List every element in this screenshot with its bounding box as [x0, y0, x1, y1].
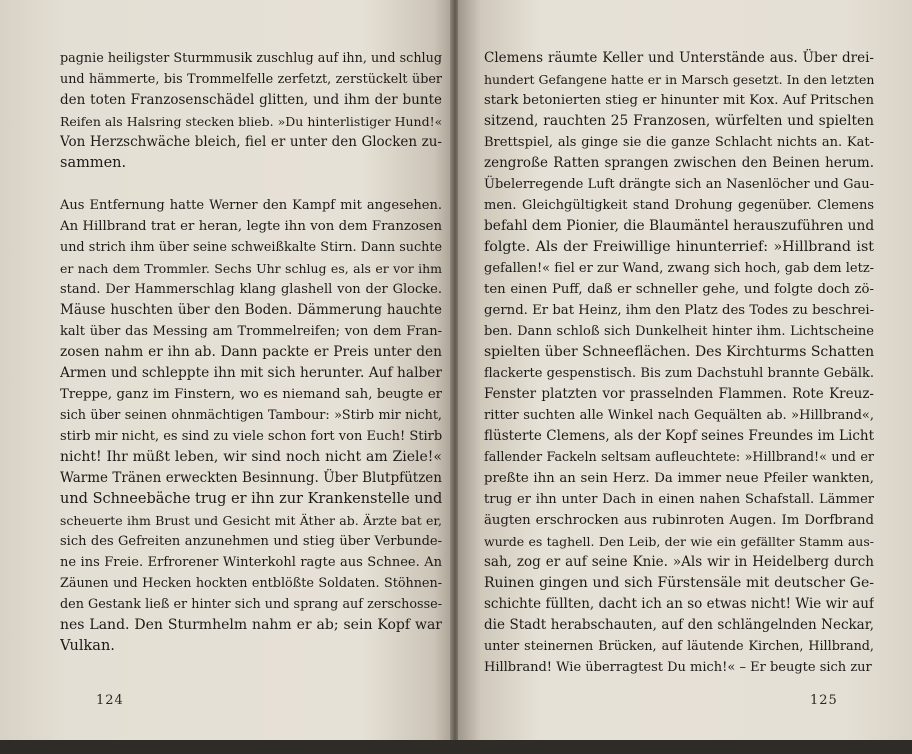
text-line: stirb mir nicht, es sind zu viele schon fort von Euch! Stirb [60, 429, 442, 444]
text-line: scheuerte ihm Brust und Gesicht mit Äther ab. Ärzte bat er, [60, 513, 442, 528]
text-line: nes Land. Den Sturmhelm nahm er ab; sein Kopf war [60, 617, 442, 633]
text-line: sich des Gefreiten anzunehmen und stieg über Verbunde- [60, 534, 442, 549]
text-line: Aus Entfernung hatte Werner den Kampf mit angesehen. [60, 198, 442, 213]
text-line: und strich ihm über seine schweißkalte Stirn. Dann suchte [60, 240, 442, 255]
text-line: stand. Der Hammerschlag klang glashell von der Glocke. [60, 282, 442, 297]
text-line: flackerte gespenstisch. Bis zum Dachstuhl brannte Gebälk. [484, 366, 874, 381]
text-line: pagnie heiligster Sturmmusik zuschlug auf ihn, und schlug [60, 51, 442, 66]
text-line: wurde es taghell. Den Leib, der wie ein gefällter Stamm aus- [484, 534, 874, 549]
text-line: sammen. [60, 155, 127, 171]
text-line: gefallen!« fiel er zur Wand, zwang sich hoch, gab dem letz- [484, 261, 874, 276]
left-page-number: 124 [96, 693, 124, 708]
text-line: zosen nahm er ihn ab. Dann packte er Preis unter den [60, 344, 442, 360]
text-line: schichte füllten, dacht ich an so etwas nicht! Wie wir auf [484, 596, 874, 612]
text-line: Clemens räumte Keller und Unterstände aus. Über drei- [484, 50, 874, 66]
text-line: Armen und schleppte ihn mit sich herunter. Auf halber [60, 365, 442, 381]
text-line: preßte ihn an sein Herz. Da immer neue Pfeiler wankten, [484, 471, 874, 486]
text-line: spielten über Schneeflächen. Des Kirchturms Schatten [484, 344, 874, 360]
text-line: den toten Franzosenschädel glitten, und ihm der bunte [60, 92, 442, 108]
text-line: sitzend, rauchten 25 Franzosen, würfelten und spielten [484, 113, 874, 129]
text-line: er nach dem Trommler. Sechs Uhr schlug es, als er vor ihm [60, 261, 442, 276]
text-line: Treppe, ganz im Finstern, wo es niemand sah, beugte er [60, 387, 442, 402]
bottom-edge [0, 740, 912, 754]
text-line: und hämmerte, bis Trommelfelle zerfetzt, zerstückelt über [60, 72, 442, 87]
text-line: Ruinen gingen und sich Fürstensäle mit deutscher Ge- [484, 575, 874, 591]
text-line: men. Gleichgültigkeit stand Drohung gegenüber. Clemens [484, 198, 874, 213]
text-line: An Hillbrand trat er heran, legte ihn von dem Franzosen [60, 219, 442, 234]
text-line: befahl dem Pionier, die Blaumäntel herauszuführen und [484, 218, 874, 234]
text-line: unter steinernen Brücken, auf läutende Kirchen, Hillbrand, [484, 639, 874, 654]
text-line: Warme Tränen erweckten Besinnung. Über Blutpfützen [60, 470, 442, 486]
right-page [458, 0, 912, 740]
text-line: Fenster platzten vor prasselnden Flammen. Rote Kreuz- [484, 386, 874, 402]
right-paragraph [484, 48, 874, 678]
text-line: gernd. Er bat Heinz, ihm den Platz des Todes zu beschrei- [484, 303, 874, 318]
text-line: Zäunen und Hecken hockten entblößte Soldaten. Stöhnen- [60, 576, 442, 591]
text-line: fallender Fackeln seltsam aufleuchtete: »Hillbrand!« und er [484, 450, 874, 465]
paragraph-gap [60, 174, 442, 195]
right-page-number: 125 [810, 693, 838, 708]
text-line: stark betonierten stieg er hinunter mit Kox. Auf Pritschen [484, 93, 874, 108]
text-line: sah, zog er auf seine Knie. »Als wir in Heidelberg durch [484, 554, 874, 570]
text-line: ben. Dann schloß sich Dunkelheit hinter ihm. Lichtscheine [484, 324, 874, 339]
left-paragraph-2 [60, 195, 442, 657]
text-line: Mäuse huschten über den Boden. Dämmerung hauchte [60, 302, 442, 318]
text-line: Brettspiel, als ginge sie die ganze Schlacht nichts an. Kat- [484, 135, 874, 150]
text-line: zengroße Ratten sprangen zwischen den Beinen herum. [484, 155, 874, 171]
text-line: ne ins Freie. Erfrorener Winterkohl ragte aus Schnee. An [60, 555, 442, 570]
text-line: trug er ihn unter Dach in einen nahen Schafstall. Lämmer [484, 492, 874, 507]
left-page-text [60, 48, 442, 657]
text-line: nicht! Ihr müßt leben, wir sind noch nicht am Ziele!« [60, 449, 442, 465]
left-paragraph-1 [60, 48, 442, 174]
text-line: sich über seinen ohnmächtigen Tambour: »Stirb mir nicht, [60, 408, 442, 423]
text-line: Vulkan. [60, 638, 115, 654]
text-line: Von Herzschwäche bleich, fiel er unter den Glocken zu- [60, 134, 442, 150]
text-line: den Gestank ließ er hinter sich und sprang auf zerschosse- [60, 597, 442, 612]
text-line: Übelerregende Luft drängte sich an Nasenlöcher und Gau- [484, 177, 874, 192]
text-line: äugten erschrocken aus rubinroten Augen. Im Dorfbrand [484, 513, 874, 528]
text-line: und Schneebäche trug er ihn zur Krankenstelle und [60, 491, 442, 507]
text-line: flüsterte Clemens, als der Kopf seines Freundes im Licht [484, 428, 874, 444]
text-line: die Stadt herabschauten, auf den schlängelnden Neckar, [484, 617, 874, 633]
text-line: folgte. Als der Freiwillige hinunterrief: »Hillbrand ist [484, 239, 874, 255]
text-line: Reifen als Halsring stecken blieb. »Du hinterlistiger Hund!« [60, 114, 442, 129]
right-page-text [484, 48, 874, 678]
text-line: kalt über das Messing am Trommelreifen; von dem Fran- [60, 324, 442, 339]
text-line: ritter suchten alle Winkel nach Gequälten ab. »Hillbrand«, [484, 408, 874, 423]
text-line: hundert Gefangene hatte er in Marsch gesetzt. In den letzten [484, 72, 874, 87]
text-line: Hillbrand! Wie überragtest Du mich!« – Er beugte sich zur [484, 660, 872, 675]
text-line: ten einen Puff, daß er schneller gehe, und folgte doch zö- [484, 282, 874, 297]
left-page [0, 0, 452, 740]
